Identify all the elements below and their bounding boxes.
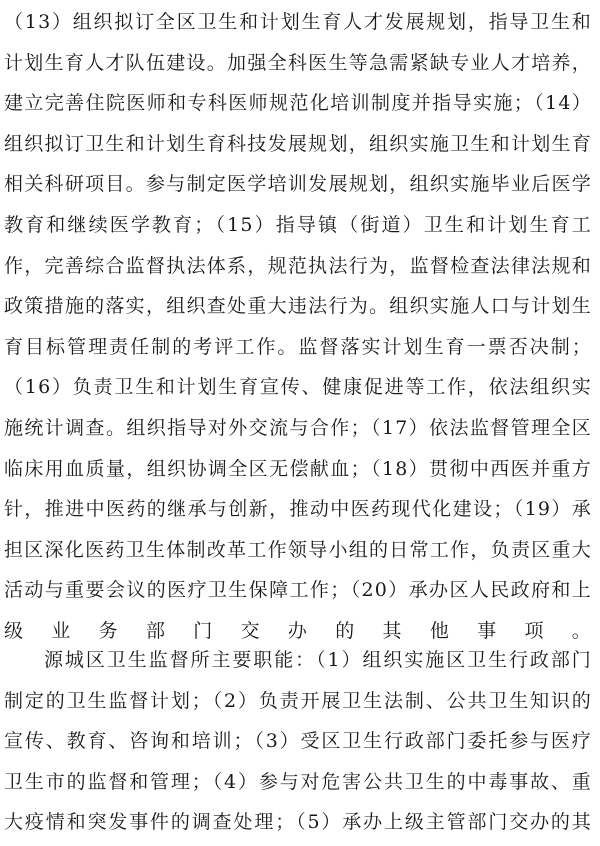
paragraph-duties-13-20: （13）组织拟订全区卫生和计划生育人才发展规划，指导卫生和计划生育人才队伍建设。加强全科医生等急需紧缺专业人才培养，建立完善住院医师和专科医师规范化培训制度并指导实施；（14）组织拟订卫生和计划生育科技发展规划，组织实施卫生和计划生育相关科研项目。参与制定医学培训发展规划，组织实施毕业后医学教育和继续医学教育；（15）指导镇（街道）卫生和计划生育工作，完善综合监督执法体系，规范执法行为，监督检查法律法规和政策措施的落实，组织查处重大违法行为。组织实施人口与计划生育目标管理责任制的考评工作。监督落实计划生育一票否决制；（16）负责卫生和计划生育宣传、健康促进等工作，依法组织实施统计调查。组织指导对外交流与合作；（17）依法监督管理全区临床用血质量，组织协调全区无偿献血；（18）贯彻中西医并重方针，推进中医药的继承与创新，推动中医药现代化建设；（19）承担区深化医药卫生体制改革工作领导小组的日常工作，负责区重大活动与重要会议的医疗卫生保障工作；（20）承办区人民政府和上级业务部门交办的其他事项。 (4, 11, 592, 642)
paragraph-health-supervision-office: 源城区卫生监督所主要职能：（1）组织实施区卫生行政部门制定的卫生监督计划；（2）负责开展卫生法制、公共卫生知识的宣传、教育、咨询和培训；（3）受区卫生行政部门委托参与医疗卫生市的监督和管理；（4）参与对危害公共卫生的中毒事故、重大疫情和突发事件的调查处理；（5）承办上级主管部门交办的其 (4, 649, 592, 834)
